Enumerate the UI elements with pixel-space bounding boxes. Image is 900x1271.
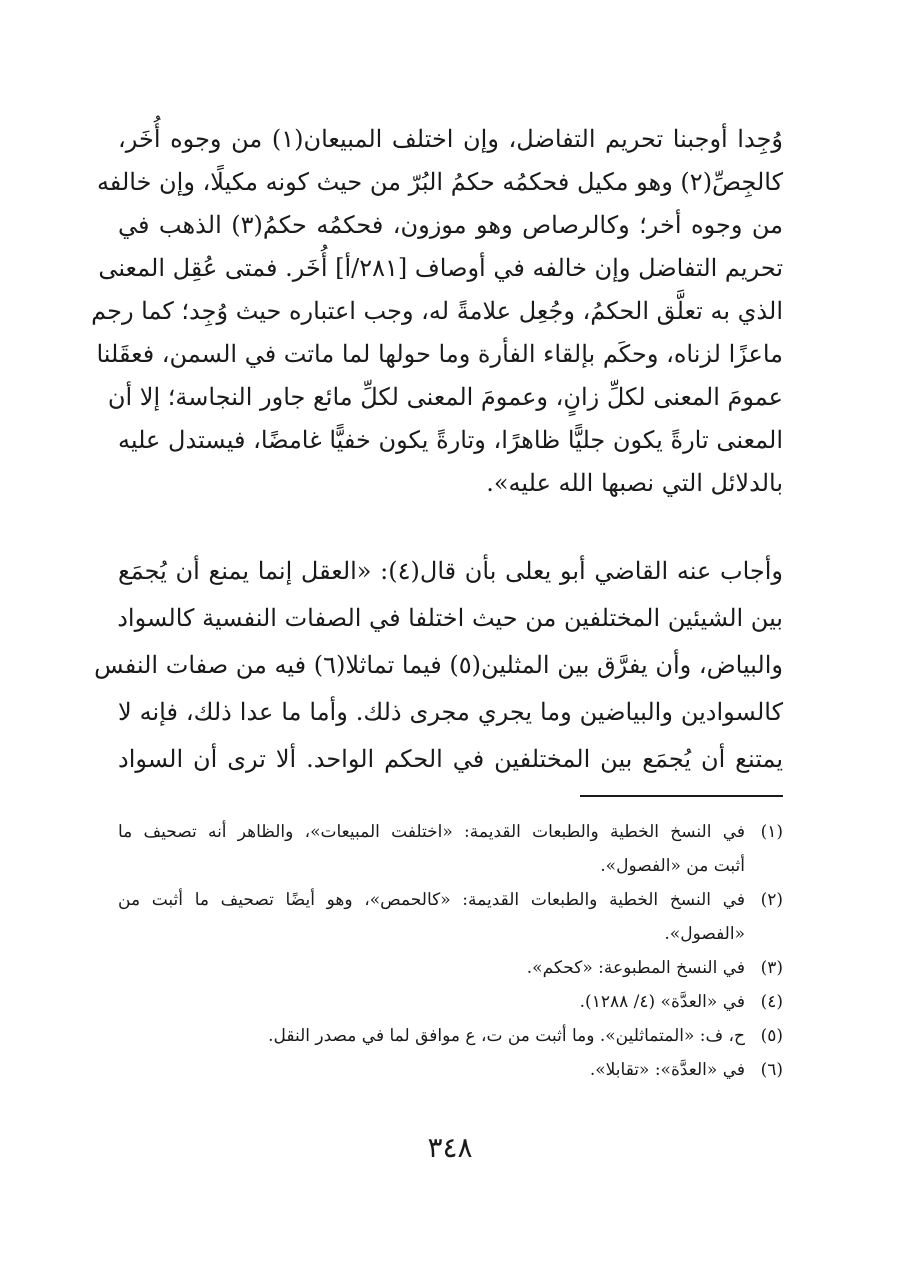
paragraph-2: [94, 548, 783, 783]
text-line: كالجِصِّ(٢) وهو مكيل فحكمُه حكمُ البُرّ من حيث كونه مكيلًا، وإن خالفه: [96, 168, 783, 196]
text-line: ماعزًا لزناه، وحكَم بإلقاء الفأرة وما حولها لما ماتت في السمن، فعقَلنا: [96, 340, 783, 368]
footnote-number: (٦): [760, 1060, 783, 1080]
footnotes: [118, 815, 783, 1087]
footnote-line: في النسخ الخطية والطبعات القديمة: «اختلفت المبيعات»، والظاهر أنه تصحيف ما: [118, 822, 745, 842]
footnote-number: (٣): [760, 958, 783, 978]
footnote-text: [118, 1053, 745, 1087]
text-line: وأجاب عنه القاضي أبو يعلى بأن قال(٤): «العقل إنما يمنع أن يُجمَع: [118, 557, 783, 585]
text-line: كالسوادين والبياضين وما يجري مجرى ذلك. وأما ما عدا ذلك، فإنه لا: [118, 698, 783, 726]
footnote-text: [118, 1019, 745, 1053]
page-number: ٣٤٨: [427, 1131, 473, 1164]
text-line: وُجِدا أوجبنا تحريم التفاضل، وإن اختلف المبيعان(١) من وجوه أُخَر،: [118, 125, 783, 153]
text-line: يمتنع أن يُجمَع بين المختلفين في الحكم الواحد. ألا ترى أن السواد: [118, 745, 783, 773]
footnote-number: (٤): [760, 992, 783, 1012]
footnote-4: [118, 985, 783, 1019]
text-line: بين الشيئين المختلفين من حيث اختلفا في الصفات النفسية كالسواد: [117, 604, 783, 632]
footnote-line: أثبت من «الفصول».: [600, 856, 745, 876]
footnote-text: [118, 883, 745, 951]
footnote-number: (٥): [760, 1026, 783, 1046]
footnote-2: [118, 883, 783, 951]
footnote-6: [118, 1053, 783, 1087]
footnote-text: [118, 985, 745, 1019]
footnote-line: في «العدَّة»: «تقابلا».: [589, 1060, 745, 1080]
footnote-3: [118, 951, 783, 985]
footnote-line: ح، ف: «المتماثلين». وما أثبت من ت، ع موافق لما في مصدر النقل.: [268, 1026, 745, 1046]
text-line: عمومَ المعنى لكلِّ زانٍ، وعمومَ المعنى لكلِّ مائع جاور النجاسة؛ إلا أن: [107, 383, 783, 411]
footnote-text: [118, 951, 745, 985]
footnote-number: (٢): [760, 890, 783, 910]
text-line: المعنى تارةً يكون جليًّا ظاهرًا، وتارةً يكون خفيًّا غامضًا، فيستدل عليه: [118, 426, 783, 454]
footnote-line: في النسخ المطبوعة: «كحكم».: [526, 958, 745, 978]
text-line: الذي به تعلَّق الحكمُ، وجُعِل علامةً له، وجب اعتباره حيث وُجِد؛ كما رجم: [91, 297, 783, 325]
footnote-line: «الفصول».: [664, 924, 745, 944]
text-line: تحريم التفاضل وإن خالفه في أوصاف [٢٨١/أ] أُخَر. فمتى عُقِل المعنى: [98, 254, 783, 282]
text-line: بالدلائل التي نصبها الله عليه».: [486, 469, 783, 497]
text-line: والبياض، وأن يفرَّق بين المثلين(٥) فيما تماثلا(٦) فيه من صفات النفس: [94, 651, 783, 679]
footnote-1: [118, 815, 783, 883]
footnote-separator: [580, 795, 783, 797]
paragraph-1: [91, 118, 783, 505]
footnote-line: في النسخ الخطية والطبعات القديمة: «كالحمص»، وهو أيضًا تصحيف ما أثبت من: [118, 890, 745, 910]
footnote-5: [118, 1019, 783, 1053]
footnote-line: في «العدَّة» (٤/ ١٢٨٨).: [579, 992, 745, 1012]
footnote-text: [118, 815, 745, 883]
text-line: من وجوه أخر؛ وكالرصاص وهو موزون، فحكمُه حكمُ(٣) الذهب في: [118, 211, 783, 239]
footnote-number: (١): [760, 822, 783, 842]
